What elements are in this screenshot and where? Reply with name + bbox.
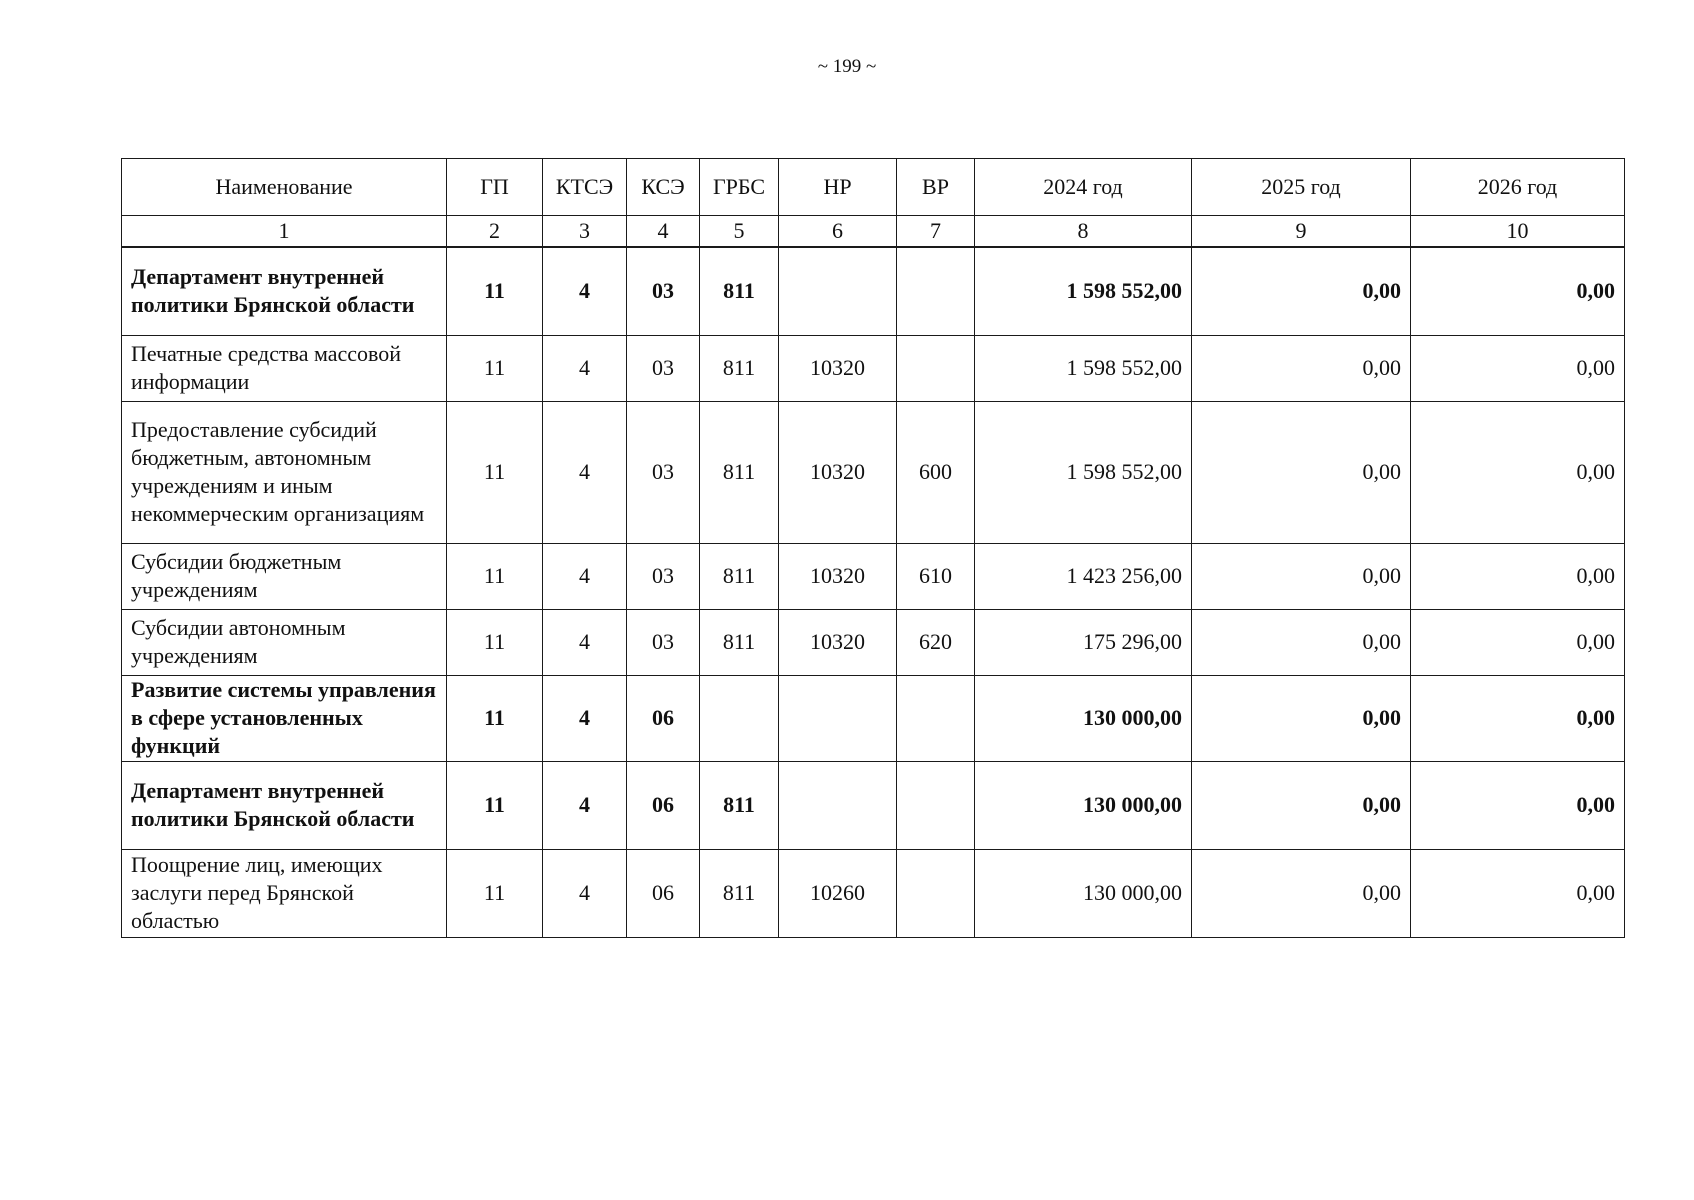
row-2024: 130 000,00 [975, 761, 1192, 849]
header-name: Наименование [122, 159, 447, 216]
row-2024: 1 598 552,00 [975, 401, 1192, 543]
row-kse: 06 [627, 849, 700, 937]
row-vr: 600 [897, 401, 975, 543]
row-name: Поощрение лиц, имеющих заслуги перед Брянской областью [122, 849, 447, 937]
row-nr: 10320 [779, 609, 897, 675]
row-2024: 1 423 256,00 [975, 543, 1192, 609]
row-grbs: 811 [700, 335, 779, 401]
row-ktse: 4 [543, 401, 627, 543]
row-vr [897, 335, 975, 401]
row-gp: 11 [447, 609, 543, 675]
row-2025: 0,00 [1192, 609, 1411, 675]
row-name: Предоставление субсидий бюджетным, автономным учреждениям и иным некоммерческим организациям [122, 401, 447, 543]
row-2026: 0,00 [1411, 761, 1625, 849]
row-2025: 0,00 [1192, 543, 1411, 609]
row-kse: 06 [627, 675, 700, 761]
column-number: 1 [122, 216, 447, 248]
row-name: Развитие системы управления в сфере установленных функций [122, 675, 447, 761]
row-grbs: 811 [700, 609, 779, 675]
page-number: ~ 199 ~ [817, 56, 877, 77]
row-nr: 10260 [779, 849, 897, 937]
budget-table [121, 158, 1625, 938]
column-number: 2 [447, 216, 543, 248]
row-2026: 0,00 [1411, 247, 1625, 335]
row-nr [779, 761, 897, 849]
column-number: 6 [779, 216, 897, 248]
row-2025: 0,00 [1192, 335, 1411, 401]
row-ktse: 4 [543, 543, 627, 609]
row-name: Департамент внутренней политики Брянской области [122, 761, 447, 849]
row-ktse: 4 [543, 609, 627, 675]
row-vr [897, 849, 975, 937]
row-grbs: 811 [700, 401, 779, 543]
row-grbs: 811 [700, 761, 779, 849]
row-vr [897, 675, 975, 761]
row-2025: 0,00 [1192, 849, 1411, 937]
row-2024: 1 598 552,00 [975, 247, 1192, 335]
header-2025: 2025 год [1192, 159, 1411, 216]
row-2026: 0,00 [1411, 335, 1625, 401]
header-vr: ВР [897, 159, 975, 216]
row-name: Департамент внутренней политики Брянской области [122, 247, 447, 335]
row-kse: 06 [627, 761, 700, 849]
row-vr [897, 247, 975, 335]
table-row [122, 401, 1625, 543]
header-gp: ГП [447, 159, 543, 216]
header-2026: 2026 год [1411, 159, 1625, 216]
row-2024: 1 598 552,00 [975, 335, 1192, 401]
row-gp: 11 [447, 543, 543, 609]
row-nr: 10320 [779, 401, 897, 543]
row-ktse: 4 [543, 247, 627, 335]
header-nr: НР [779, 159, 897, 216]
column-number: 5 [700, 216, 779, 248]
table-row [122, 335, 1625, 401]
row-2025: 0,00 [1192, 401, 1411, 543]
row-ktse: 4 [543, 675, 627, 761]
row-2024: 130 000,00 [975, 849, 1192, 937]
row-nr [779, 675, 897, 761]
row-kse: 03 [627, 401, 700, 543]
row-vr: 620 [897, 609, 975, 675]
row-2024: 130 000,00 [975, 675, 1192, 761]
row-nr [779, 247, 897, 335]
header-ktse: КТСЭ [543, 159, 627, 216]
row-kse: 03 [627, 543, 700, 609]
table-row [122, 247, 1625, 335]
column-number: 7 [897, 216, 975, 248]
table-row [122, 675, 1625, 761]
row-kse: 03 [627, 335, 700, 401]
row-2026: 0,00 [1411, 401, 1625, 543]
row-gp: 11 [447, 401, 543, 543]
row-ktse: 4 [543, 761, 627, 849]
column-number-row [122, 216, 1625, 248]
column-number: 10 [1411, 216, 1625, 248]
row-kse: 03 [627, 247, 700, 335]
row-2024: 175 296,00 [975, 609, 1192, 675]
row-name: Печатные средства массовой информации [122, 335, 447, 401]
header-grbs: ГРБС [700, 159, 779, 216]
row-grbs: 811 [700, 543, 779, 609]
header-2024: 2024 год [975, 159, 1192, 216]
row-vr [897, 761, 975, 849]
row-gp: 11 [447, 761, 543, 849]
row-2026: 0,00 [1411, 675, 1625, 761]
column-number: 3 [543, 216, 627, 248]
row-2026: 0,00 [1411, 543, 1625, 609]
row-name: Субсидии автономным учреждениям [122, 609, 447, 675]
row-ktse: 4 [543, 335, 627, 401]
column-number: 4 [627, 216, 700, 248]
row-gp: 11 [447, 849, 543, 937]
row-grbs [700, 675, 779, 761]
row-2025: 0,00 [1192, 675, 1411, 761]
row-kse: 03 [627, 609, 700, 675]
row-2025: 0,00 [1192, 761, 1411, 849]
table-row [122, 849, 1625, 937]
table-row [122, 609, 1625, 675]
column-number: 8 [975, 216, 1192, 248]
header-kse: КСЭ [627, 159, 700, 216]
row-gp: 11 [447, 335, 543, 401]
row-gp: 11 [447, 247, 543, 335]
row-grbs: 811 [700, 849, 779, 937]
row-2026: 0,00 [1411, 849, 1625, 937]
table-row [122, 543, 1625, 609]
table-row [122, 761, 1625, 849]
column-number: 9 [1192, 216, 1411, 248]
row-2025: 0,00 [1192, 247, 1411, 335]
row-ktse: 4 [543, 849, 627, 937]
row-2026: 0,00 [1411, 609, 1625, 675]
row-nr: 10320 [779, 335, 897, 401]
row-name: Субсидии бюджетным учреждениям [122, 543, 447, 609]
row-grbs: 811 [700, 247, 779, 335]
header-row [122, 159, 1625, 216]
row-vr: 610 [897, 543, 975, 609]
row-gp: 11 [447, 675, 543, 761]
row-nr: 10320 [779, 543, 897, 609]
